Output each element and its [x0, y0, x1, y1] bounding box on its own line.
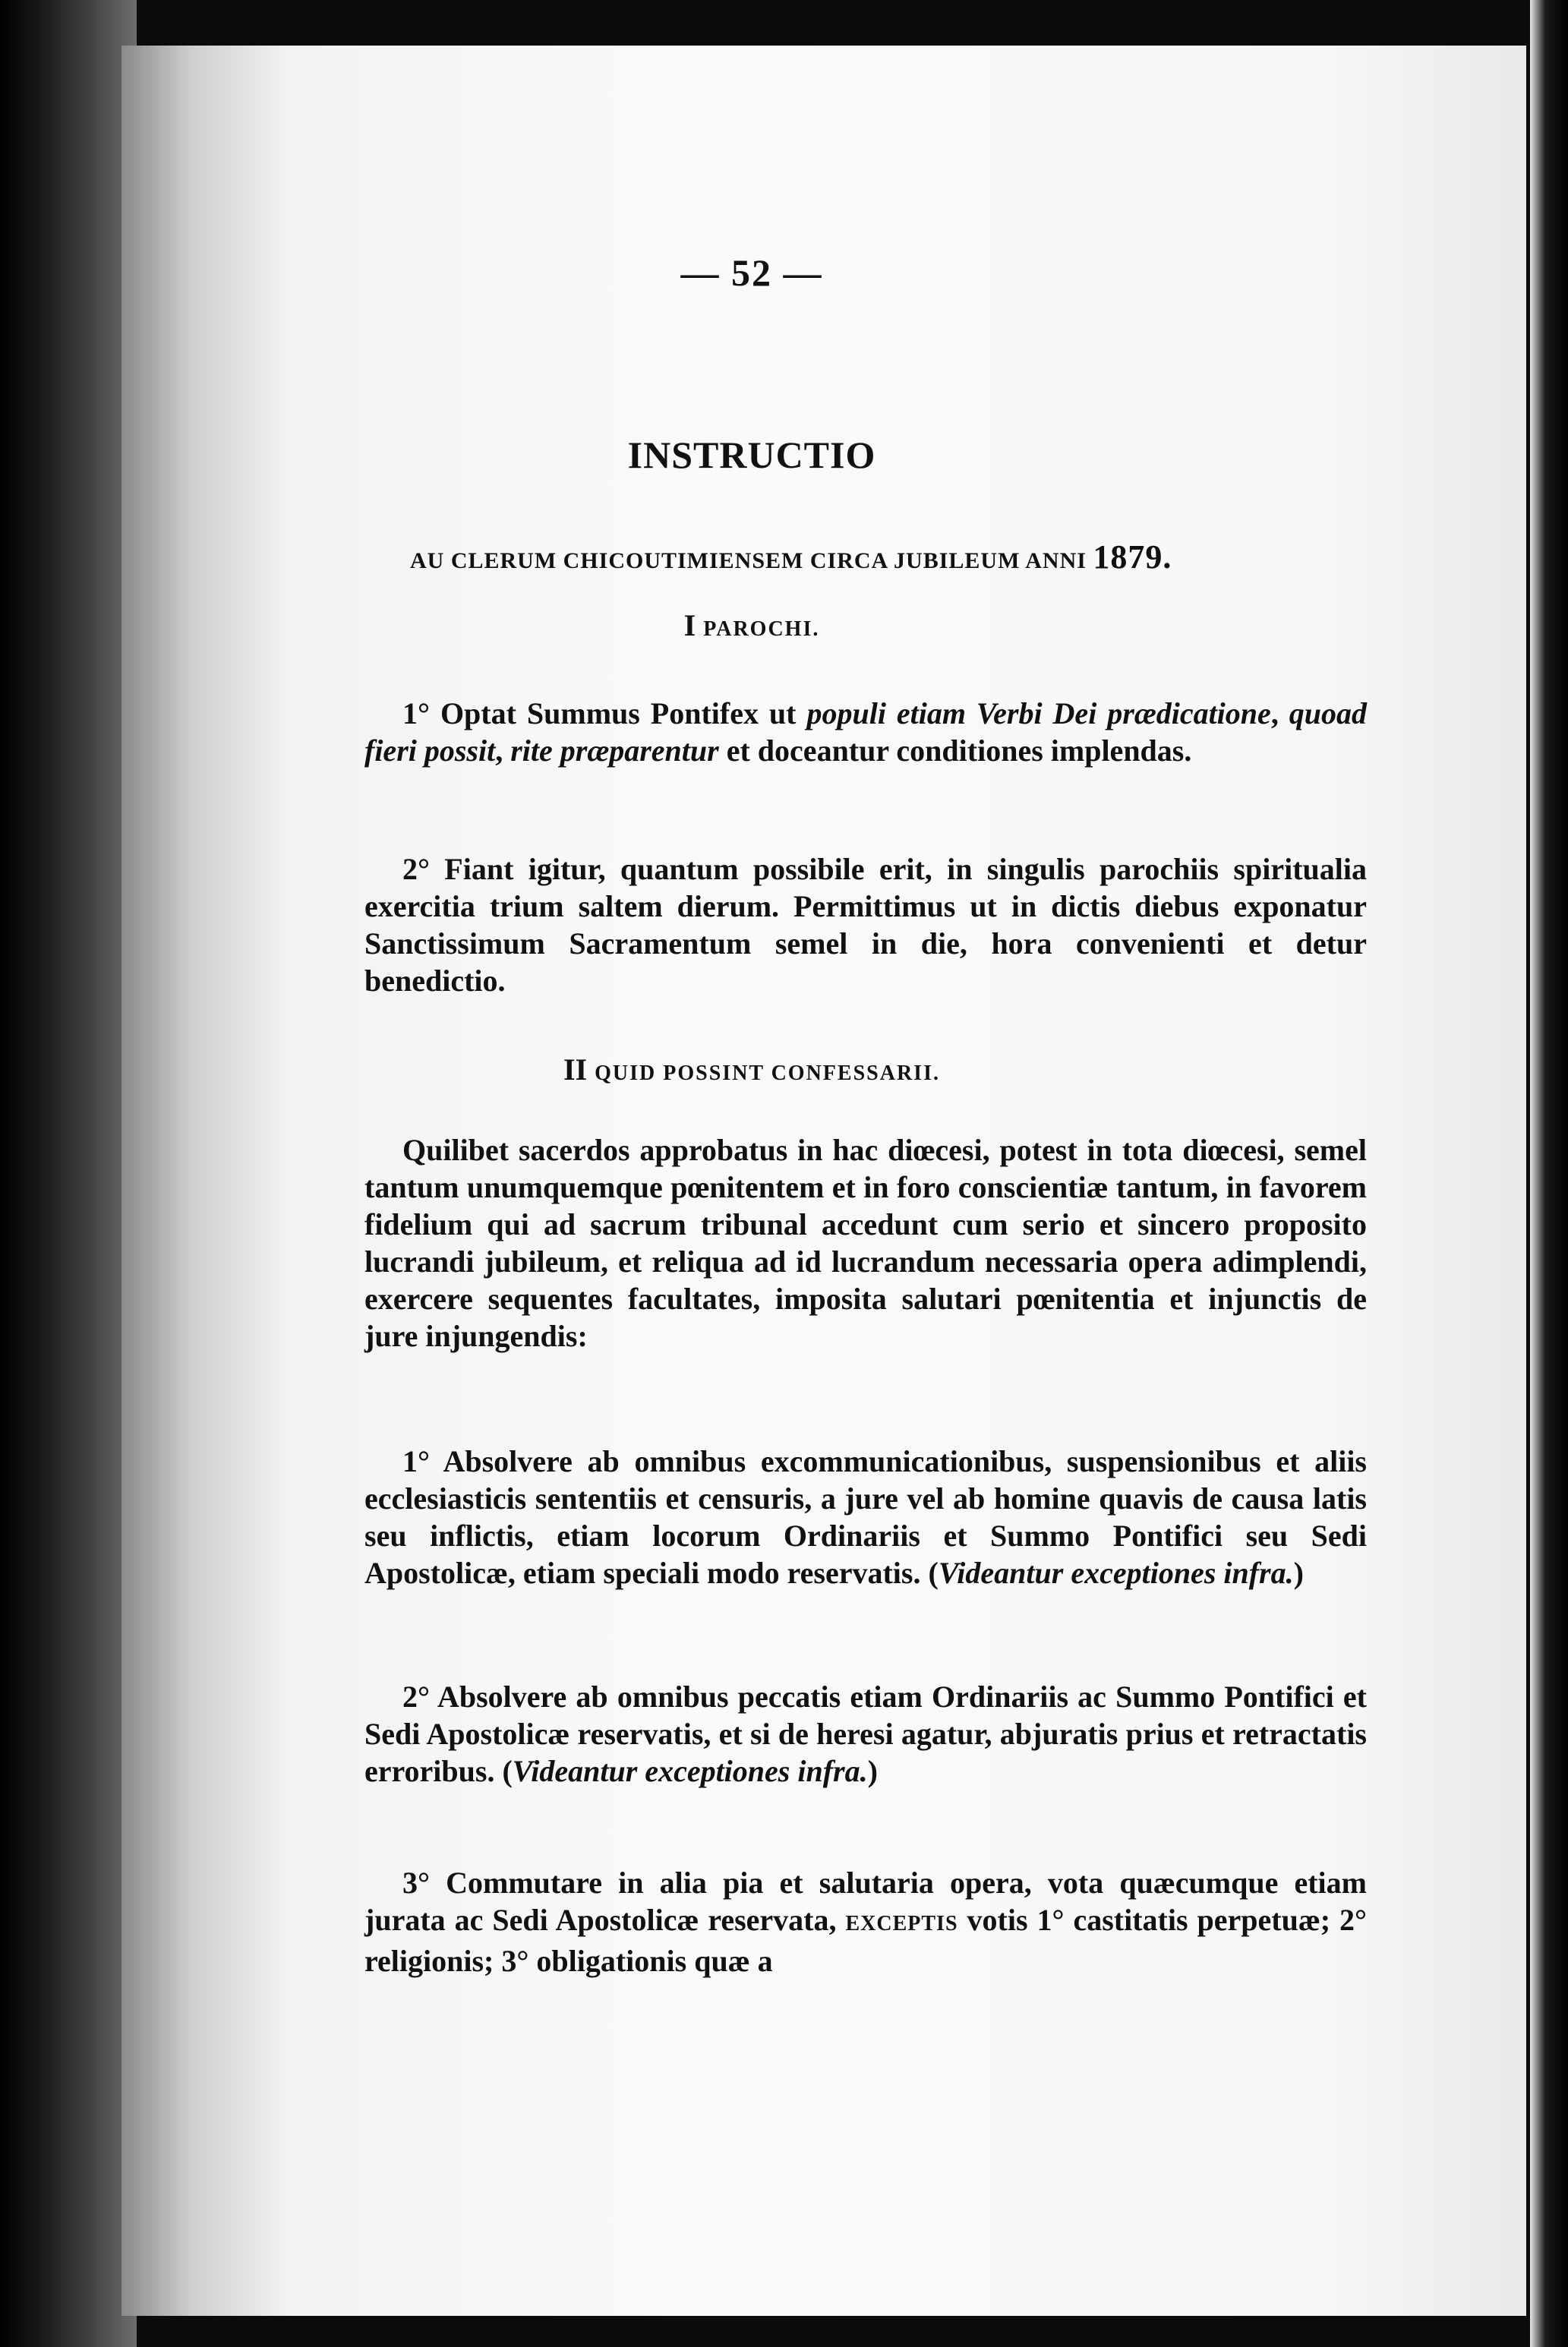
- document-title: INSTRUCTIO: [627, 434, 876, 476]
- paragraph-6: 3° Commutare in alia pia et salutaria opera, vota quæcumque etiam jurata ac Sedi Apostolicæ reservata, EXCEPTIS votis 1° castitatis perpetuæ; 2° religionis; 3° obligationis quæ a: [364, 1866, 1367, 1978]
- page-number: — 52 —: [680, 251, 823, 294]
- subtitle-year: 1879.: [1093, 538, 1172, 576]
- book-spine: [0, 0, 137, 2347]
- page-edge: [1530, 0, 1568, 2347]
- paragraph-3: Quilibet sacerdos approbatus in hac diœcesi, potest in tota diœcesi, semel tantum unumquemque pœnitentem et in foro conscientiæ tantum, in favorem fidelium qui ad sacrum tribunal accedunt cum serio et sincero proposito lucrandi jubileum, et reliqua ad id lucrandum necessaria opera adimplendi, exercere sequentes facultates, imposita salutari pœnitentia et injunctis de jure injungendis:: [364, 1133, 1367, 1353]
- section-label: PAROCHI.: [703, 617, 820, 641]
- section-numeral: II: [563, 1052, 588, 1087]
- section-heading-confessarii: [364, 1052, 1139, 1087]
- paragraph-1: 1° Optat Summus Pontifex ut populi etiam Verbi Dei prædicatione, quoad fieri possit, rite præparentur et doceantur conditiones implendas.: [364, 696, 1368, 768]
- paragraph-5: 2° Absolvere ab omnibus peccatis etiam Ordinariis ac Summo Pontifici et Sedi Apostolicæ reservatis, et si de heresi agatur, abjuratis prius et retractatis erroribus. (Videantur exceptiones infra.): [364, 1680, 1367, 1788]
- subtitle-text: AU CLERUM CHICOUTIMIENSEM CIRCA JUBILEUM ANNI: [410, 548, 1087, 573]
- section-label: QUID POSSINT CONFESSARII.: [595, 1062, 940, 1085]
- section-numeral: I: [683, 608, 696, 642]
- section-heading-parochi: [364, 607, 1139, 643]
- paragraph-2: 2° Fiant igitur, quantum possibile erit, in singulis parochiis spiritualia exercitia trium saltem dierum. Permittimus ut in dictis diebus exponatur Sanctissimum Sacramentum semel in die, hora convenienti et detur benedictio.: [364, 852, 1367, 998]
- paragraph-4: 1° Absolvere ab omnibus excommunicationibus, suspensionibus et aliis ecclesiasticis sententiis et censuris, a jure vel ab homine quavis de causa latis seu inflictis, etiam locorum Ordinariis et Summo Pontifici seu Sedi Apostolicæ, etiam speciali modo reservatis. (Videantur exceptiones infra.): [364, 1444, 1367, 1590]
- book-page: [121, 46, 1526, 2316]
- document-subtitle: [410, 538, 1503, 576]
